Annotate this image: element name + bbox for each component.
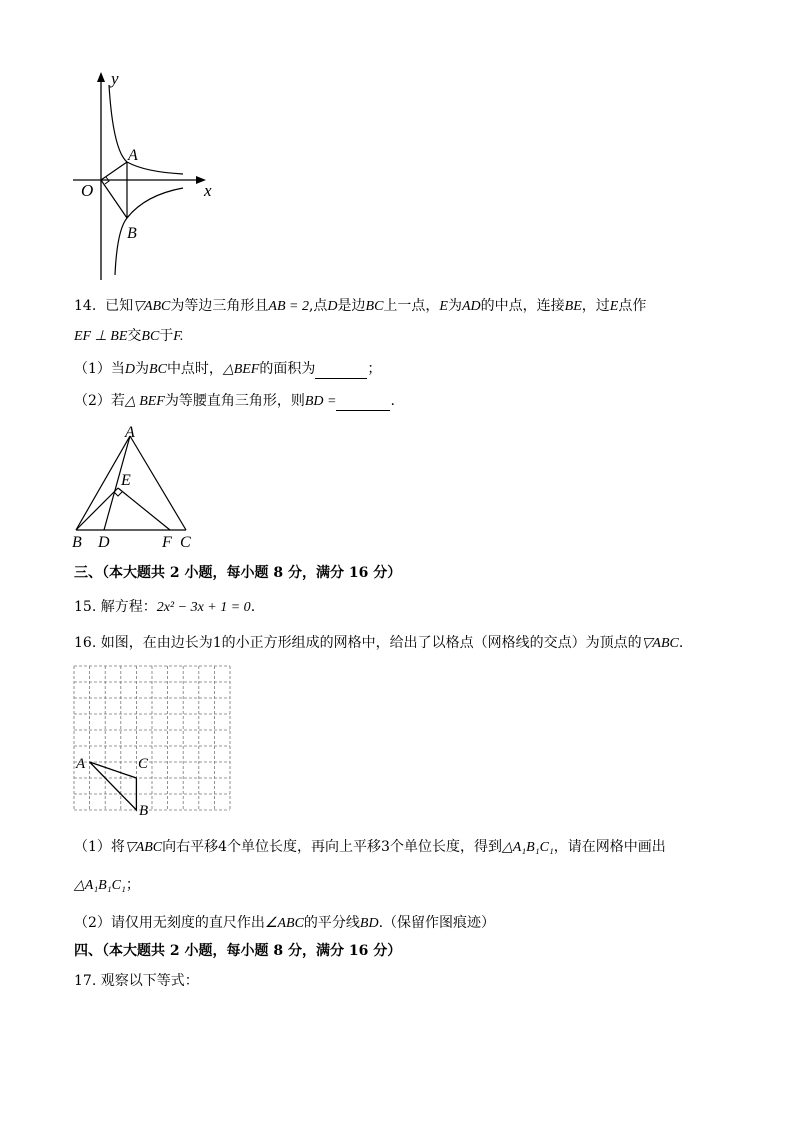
label-b: B	[72, 534, 82, 551]
label-c: C	[138, 756, 149, 772]
label-b: B	[127, 225, 137, 242]
q16-intro: 16. 如图，在由边长为1的小正方形组成的网格中，给出了以格点（网格线的交点）为顶点的▽ABC.	[74, 635, 684, 651]
label-d: D	[98, 534, 110, 551]
q16-part1-line1: （1）将▽ABC向右平移4个单位长度，再向上平移3个单位长度，得到△A₁B₁C₁，请在网格中画出	[74, 839, 666, 855]
answer-blank-2[interactable]	[336, 392, 390, 411]
label-a: A	[76, 756, 86, 772]
triangle-abc	[90, 762, 137, 810]
right-angle-mark	[114, 492, 122, 496]
label-y: y	[111, 70, 119, 88]
label-x: x	[204, 181, 212, 200]
label-c: C	[180, 534, 191, 551]
q14-part1: （1）当D为BC中点时，△BEF的面积为 ；	[74, 361, 382, 377]
y-axis-arrow	[97, 72, 105, 82]
segment-ef	[118, 488, 170, 530]
hyperbola-branch-1	[109, 85, 183, 174]
q16-part2: （2）请仅用无刻度的直尺作出∠ABC的平分线BD.（保留作图痕迹）	[74, 915, 496, 931]
label-a: A	[125, 424, 135, 441]
q14-line1: 14. 已知▽ABC为等边三角形且AB = 2,点D是边BC上一点，E为AD的中点，连接BE，过E点作	[74, 298, 647, 314]
hyperbola-branch-2	[115, 188, 183, 275]
label-e: E	[121, 472, 131, 489]
q17: 17. 观察以下等式：	[74, 973, 199, 989]
q14-line2: EF ⊥ BE交BC于F.	[74, 328, 184, 344]
hyperbola-figure	[65, 70, 225, 285]
grid-figure	[70, 664, 235, 822]
grid-lines	[74, 666, 230, 810]
label-a: A	[128, 147, 138, 164]
side-ac	[130, 436, 186, 530]
label-o: O	[81, 181, 94, 200]
q15: 15. 解方程：2x² − 3x + 1 = 0.	[74, 599, 256, 615]
q14-part2: （2）若△ BEF为等腰直角三角形，则BD = .	[74, 393, 395, 409]
section-3-heading: 三、（本大题共 2 小题，每小题 8 分，满分 16 分）	[74, 565, 402, 581]
segment-oa	[101, 162, 127, 180]
answer-blank-1[interactable]	[315, 360, 367, 379]
q16-part1-line2: △A₁B₁C₁；	[74, 877, 140, 893]
section-4-heading: 四、（本大题共 2 小题，每小题 8 分，满分 16 分）	[74, 943, 402, 959]
segment-ob	[101, 180, 127, 218]
label-b: B	[139, 803, 149, 819]
label-f: F	[162, 534, 172, 551]
triangle-figure	[66, 420, 206, 555]
